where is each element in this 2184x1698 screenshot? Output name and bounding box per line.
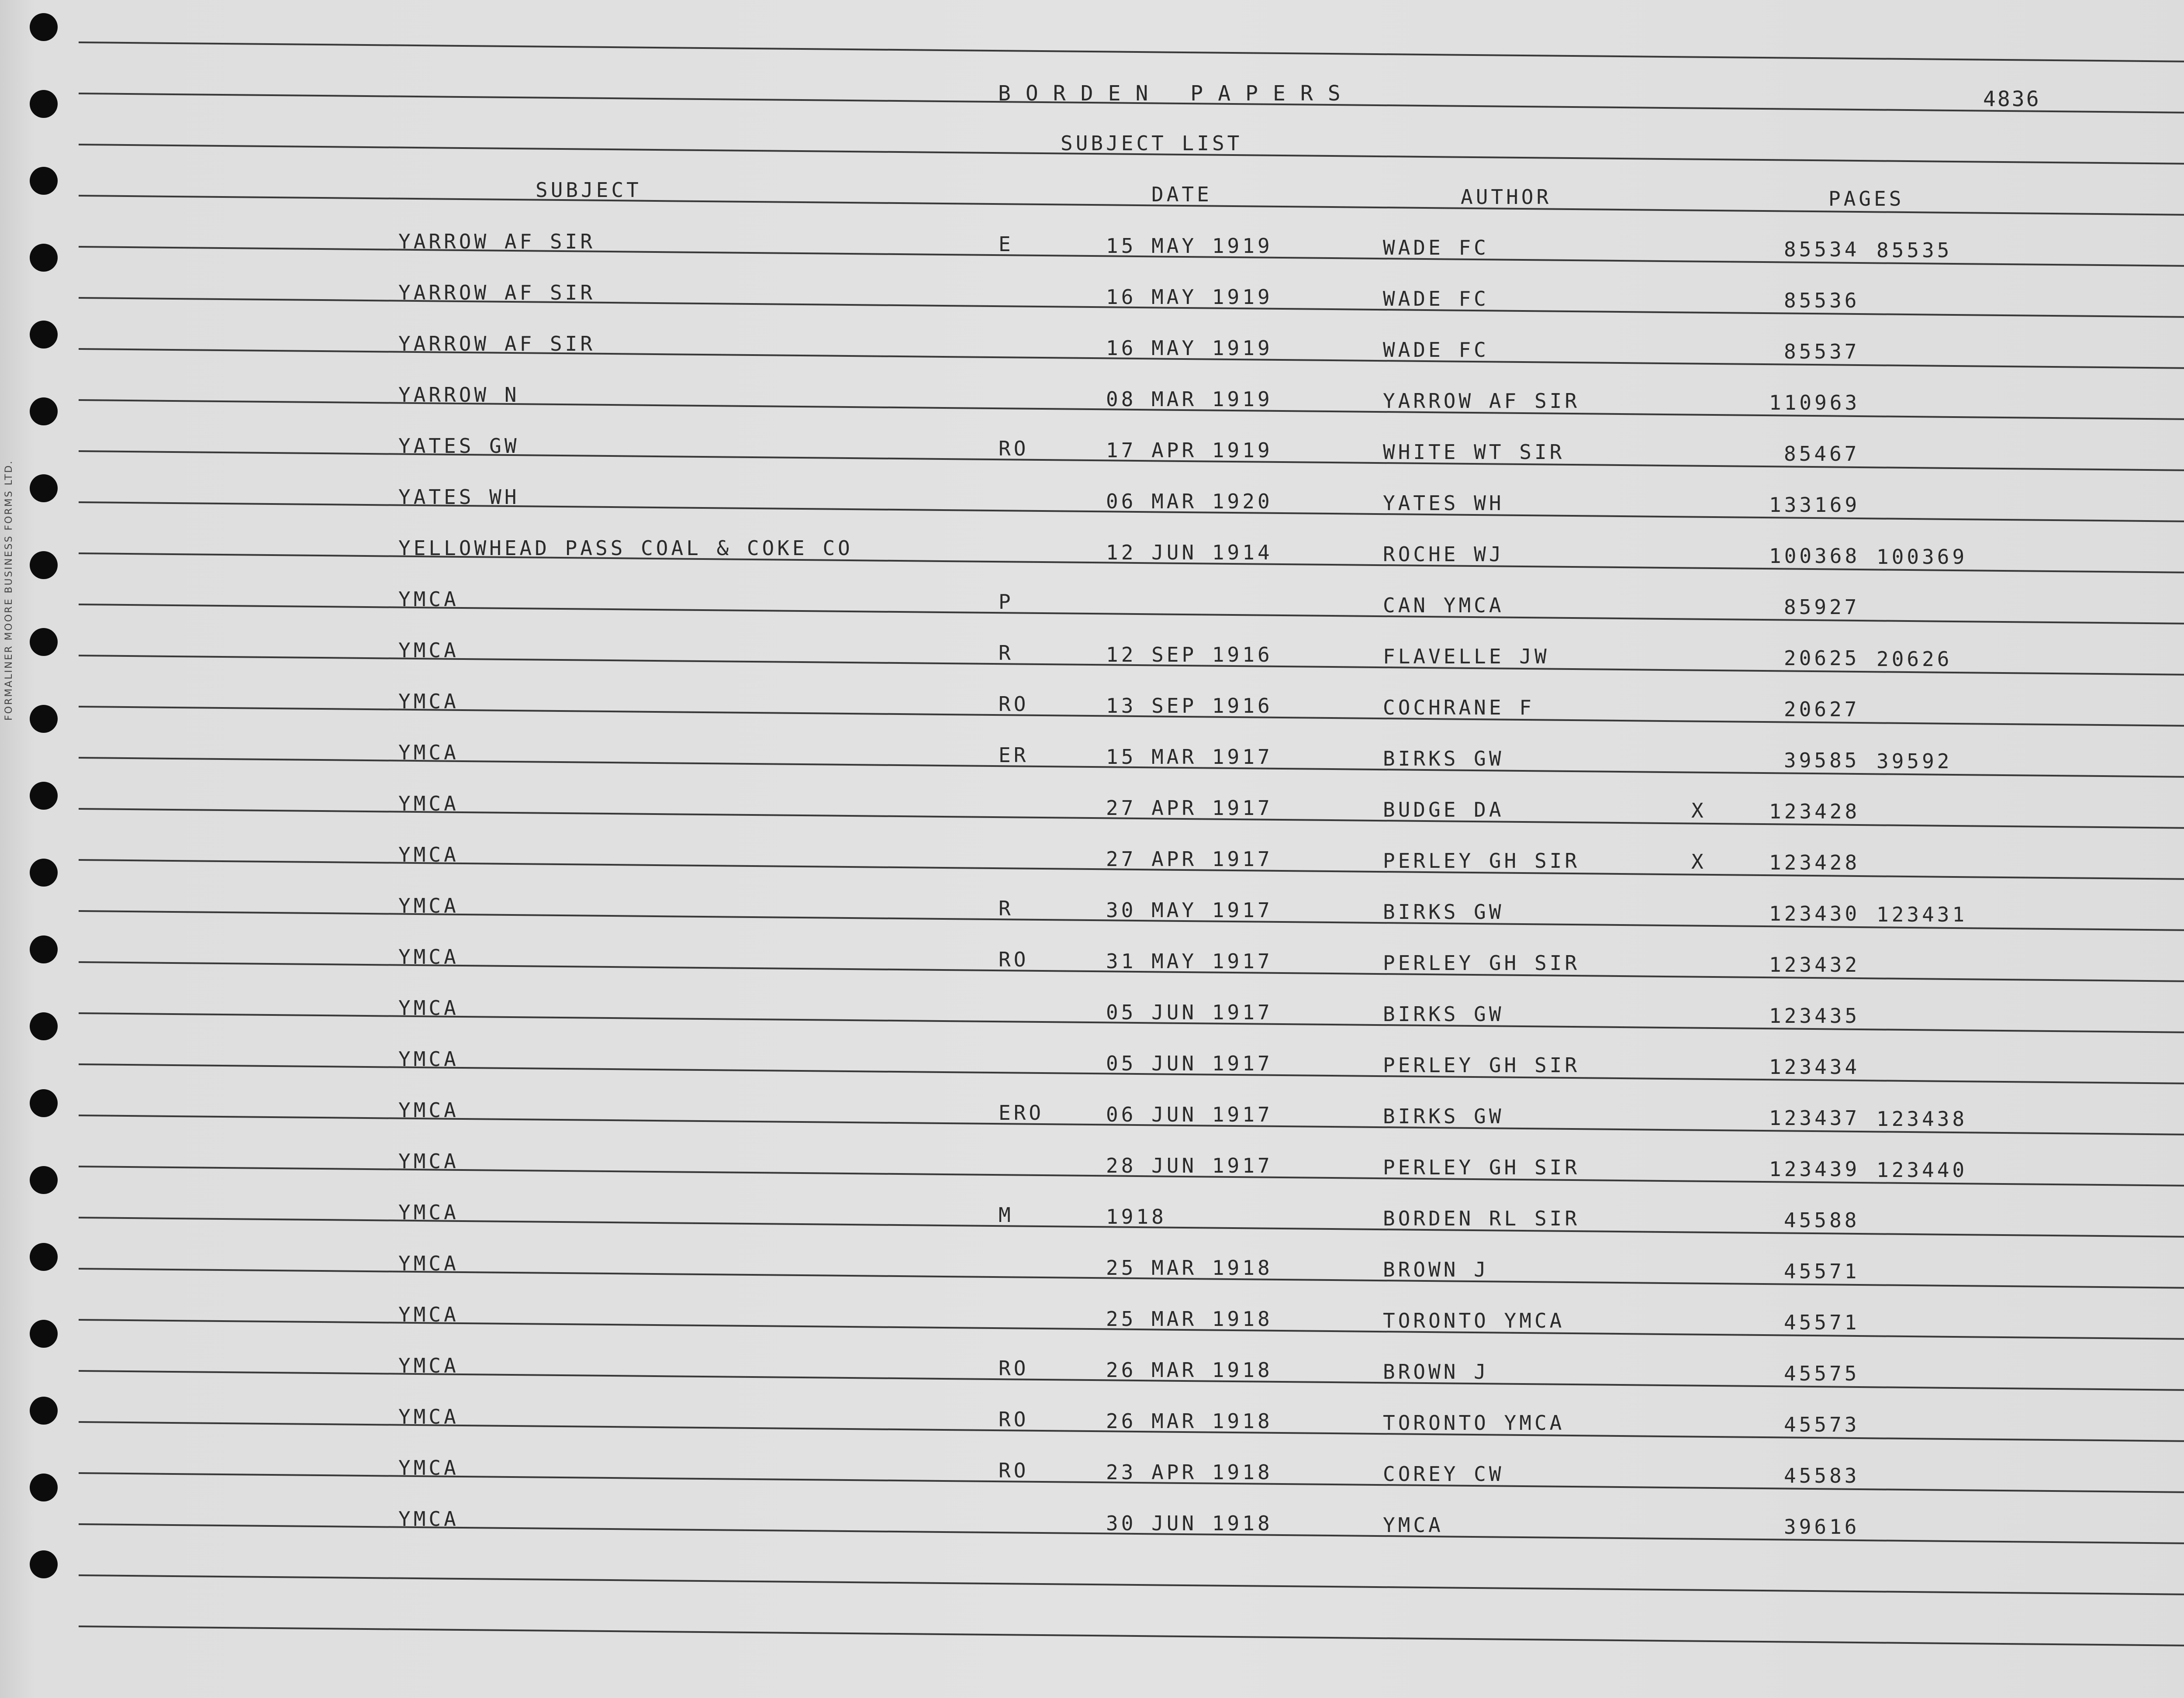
row-code: R xyxy=(999,897,1014,920)
tractor-hole-icon xyxy=(30,782,58,810)
tractor-hole-icon xyxy=(30,1474,58,1501)
row-subject: YMCA xyxy=(398,1252,459,1275)
column-header-pages: PAGES xyxy=(1828,187,1904,211)
row-date: 30 MAY 1917 xyxy=(1106,898,1273,922)
tractor-hole-icon xyxy=(30,935,58,963)
row-subject: YMCA xyxy=(398,996,459,1020)
tractor-hole-icon xyxy=(30,705,58,733)
row-page-start: 100368 xyxy=(1769,544,1860,568)
row-author: FLAVELLE JW xyxy=(1383,645,1550,668)
row-date: 1918 xyxy=(1106,1205,1167,1229)
tractor-hole-icon xyxy=(30,628,58,656)
row-code: ER xyxy=(999,743,1029,767)
row-author: PERLEY GH SIR xyxy=(1383,1156,1580,1179)
row-code: RO xyxy=(999,692,1029,716)
left-tractor-holes xyxy=(17,0,79,1698)
row-page-end: 85535 xyxy=(1876,238,1952,262)
column-header-date: DATE xyxy=(1151,183,1212,206)
row-author: YARROW AF SIR xyxy=(1383,389,1580,413)
tractor-hole-icon xyxy=(30,13,58,41)
row-subject: YMCA xyxy=(398,587,459,611)
row-subject: YMCA xyxy=(398,843,459,866)
row-page-start: 123430 xyxy=(1769,902,1860,925)
row-date: 27 APR 1917 xyxy=(1106,796,1273,820)
row-code: RO xyxy=(999,948,1029,971)
row-date: 16 MAY 1919 xyxy=(1106,285,1273,309)
tractor-hole-icon xyxy=(30,474,58,502)
page-title: BORDEN PAPERS xyxy=(998,81,1355,106)
row-subject: YMCA xyxy=(398,1456,459,1480)
row-code: RO xyxy=(999,1459,1029,1482)
row-code: RO xyxy=(999,1356,1029,1380)
row-subject: YMCA xyxy=(398,741,459,764)
column-header-author: AUTHOR xyxy=(1461,185,1552,209)
row-author: COREY CW xyxy=(1383,1462,1504,1486)
tractor-hole-icon xyxy=(30,397,58,425)
row-page-start: 123437 xyxy=(1769,1106,1860,1130)
row-author: BIRKS GW xyxy=(1383,1104,1504,1128)
column-header-subject: SUBJECT xyxy=(536,178,642,202)
row-date: 06 MAR 1920 xyxy=(1106,490,1273,513)
row-code: M xyxy=(999,1203,1014,1227)
row-subject: YMCA xyxy=(398,792,459,815)
row-page-start: 45573 xyxy=(1784,1413,1860,1436)
row-date: 30 JUN 1918 xyxy=(1106,1512,1273,1535)
row-date: 26 MAR 1918 xyxy=(1106,1358,1273,1382)
row-subject: YMCA xyxy=(398,1201,459,1224)
row-subject: YARROW AF SIR xyxy=(398,281,596,304)
row-page-start: 85536 xyxy=(1784,289,1860,312)
row-date: 08 MAR 1919 xyxy=(1106,387,1273,411)
row-author: TORONTO YMCA xyxy=(1383,1309,1565,1332)
row-page-start: 123435 xyxy=(1769,1004,1860,1028)
row-date: 25 MAR 1918 xyxy=(1106,1256,1273,1280)
row-page-start: 45588 xyxy=(1784,1208,1860,1232)
tractor-hole-icon xyxy=(30,1320,58,1348)
row-subject: YMCA xyxy=(398,945,459,969)
row-author: YATES WH xyxy=(1383,491,1504,515)
row-page-start: 85927 xyxy=(1784,595,1860,619)
row-page-start: 133169 xyxy=(1769,493,1860,517)
row-date: 12 SEP 1916 xyxy=(1106,643,1273,666)
row-author: BROWN J xyxy=(1383,1360,1489,1384)
row-date: 16 MAY 1919 xyxy=(1106,336,1273,360)
tractor-hole-icon xyxy=(30,167,58,195)
row-page-end: 123440 xyxy=(1876,1158,1968,1182)
row-code: R xyxy=(999,641,1014,665)
row-subject: YMCA xyxy=(398,638,459,662)
row-author: BUDGE DA xyxy=(1383,798,1504,821)
row-author: BIRKS GW xyxy=(1383,1002,1504,1026)
row-code: RO xyxy=(999,1408,1029,1431)
tractor-hole-icon xyxy=(30,551,58,579)
row-code: RO xyxy=(999,437,1029,460)
page-subtitle: SUBJECT LIST xyxy=(1061,131,1243,155)
row-flag: X xyxy=(1691,799,1707,822)
page-number: 4836 xyxy=(1983,87,2041,111)
row-date: 17 APR 1919 xyxy=(1106,438,1273,462)
row-date: 15 MAY 1919 xyxy=(1106,234,1273,258)
row-subject: YARROW N xyxy=(398,383,520,407)
row-date: 25 MAR 1918 xyxy=(1106,1307,1273,1331)
row-author: BORDEN RL SIR xyxy=(1383,1207,1580,1230)
row-author: WADE FC xyxy=(1383,338,1489,362)
row-page-start: 39585 xyxy=(1784,749,1860,772)
row-subject: YMCA xyxy=(398,1047,459,1071)
row-page-start: 85537 xyxy=(1784,340,1860,363)
tractor-hole-icon xyxy=(30,1243,58,1271)
row-subject: YATES GW xyxy=(398,434,520,458)
row-subject: YMCA xyxy=(398,1405,459,1429)
row-author: PERLEY GH SIR xyxy=(1383,849,1580,873)
row-date: 28 JUN 1917 xyxy=(1106,1154,1273,1177)
ruled-line xyxy=(79,1626,2184,1647)
row-page-start: 85534 xyxy=(1784,238,1860,261)
row-subject: YARROW AF SIR xyxy=(398,230,596,253)
row-author: BIRKS GW xyxy=(1383,747,1504,770)
row-author: WADE FC xyxy=(1383,287,1489,311)
row-page-end: 100369 xyxy=(1876,545,1968,569)
row-date: 23 APR 1918 xyxy=(1106,1460,1273,1484)
row-author: COCHRANE F xyxy=(1383,696,1534,719)
row-page-start: 20627 xyxy=(1784,697,1860,721)
tractor-hole-icon xyxy=(30,1550,58,1578)
tractor-hole-icon xyxy=(30,1166,58,1194)
row-author: PERLEY GH SIR xyxy=(1383,951,1580,975)
row-date: 13 SEP 1916 xyxy=(1106,694,1273,718)
row-author: ROCHE WJ xyxy=(1383,542,1504,566)
tractor-hole-icon xyxy=(30,321,58,349)
tractor-hole-icon xyxy=(30,1012,58,1040)
row-date: 05 JUN 1917 xyxy=(1106,1001,1273,1024)
row-author: TORONTO YMCA xyxy=(1383,1411,1565,1435)
tractor-hole-icon xyxy=(30,1089,58,1117)
row-page-start: 85467 xyxy=(1784,442,1860,466)
row-page-start: 45583 xyxy=(1784,1464,1860,1487)
row-author: BROWN J xyxy=(1383,1258,1489,1281)
row-date: 27 APR 1917 xyxy=(1106,847,1273,871)
row-date: 31 MAY 1917 xyxy=(1106,949,1273,973)
row-page-start: 20625 xyxy=(1784,646,1860,670)
ruled-line xyxy=(79,604,2184,625)
row-page-start: 123428 xyxy=(1769,851,1860,874)
row-subject: YMCA xyxy=(398,894,459,918)
row-page-start: 123428 xyxy=(1769,800,1860,823)
row-code: ERO xyxy=(999,1101,1044,1125)
row-subject: YMCA xyxy=(398,1354,459,1377)
row-date: 05 JUN 1917 xyxy=(1106,1052,1273,1075)
row-author: WHITE WT SIR xyxy=(1383,440,1565,464)
row-date: 15 MAR 1917 xyxy=(1106,745,1273,769)
row-subject: YMCA xyxy=(398,1303,459,1326)
row-page-start: 123432 xyxy=(1769,953,1860,977)
row-author: YMCA xyxy=(1383,1513,1444,1537)
row-code: E xyxy=(999,232,1014,256)
row-page-end: 20626 xyxy=(1876,647,1952,671)
ruled-line xyxy=(79,1574,2184,1596)
tractor-hole-icon xyxy=(30,244,58,272)
row-date: 12 JUN 1914 xyxy=(1106,541,1273,564)
row-date: 26 MAR 1918 xyxy=(1106,1409,1273,1433)
row-code: P xyxy=(999,590,1014,614)
side-imprint: FORMALINER MOORE BUSINESS FORMS LTD. xyxy=(3,459,14,721)
row-subject: YMCA xyxy=(398,690,459,713)
row-subject: YATES WH xyxy=(398,485,520,509)
row-subject: YMCA xyxy=(398,1149,459,1173)
row-author: WADE FC xyxy=(1383,236,1489,259)
row-subject: YELLOWHEAD PASS COAL & COKE CO xyxy=(398,536,853,560)
row-author: PERLEY GH SIR xyxy=(1383,1053,1580,1077)
row-page-start: 123434 xyxy=(1769,1055,1860,1079)
row-subject: YMCA xyxy=(398,1507,459,1531)
row-page-start: 110963 xyxy=(1769,391,1860,414)
row-author: CAN YMCA xyxy=(1383,594,1504,617)
row-page-end: 123438 xyxy=(1876,1107,1968,1131)
row-subject: YMCA xyxy=(398,1098,459,1122)
row-flag: X xyxy=(1691,850,1707,873)
row-page-start: 45571 xyxy=(1784,1311,1860,1334)
ruled-line xyxy=(79,41,2184,63)
row-page-start: 123439 xyxy=(1769,1157,1860,1181)
tractor-hole-icon xyxy=(30,1397,58,1425)
row-date: 06 JUN 1917 xyxy=(1106,1103,1273,1126)
row-page-end: 123431 xyxy=(1876,903,1968,926)
row-page-end: 39592 xyxy=(1876,749,1952,773)
row-page-start: 45575 xyxy=(1784,1362,1860,1385)
row-page-start: 39616 xyxy=(1784,1515,1860,1539)
row-page-start: 45571 xyxy=(1784,1260,1860,1283)
tractor-hole-icon xyxy=(30,90,58,118)
row-author: BIRKS GW xyxy=(1383,900,1504,924)
row-subject: YARROW AF SIR xyxy=(398,332,596,355)
tractor-hole-icon xyxy=(30,859,58,887)
